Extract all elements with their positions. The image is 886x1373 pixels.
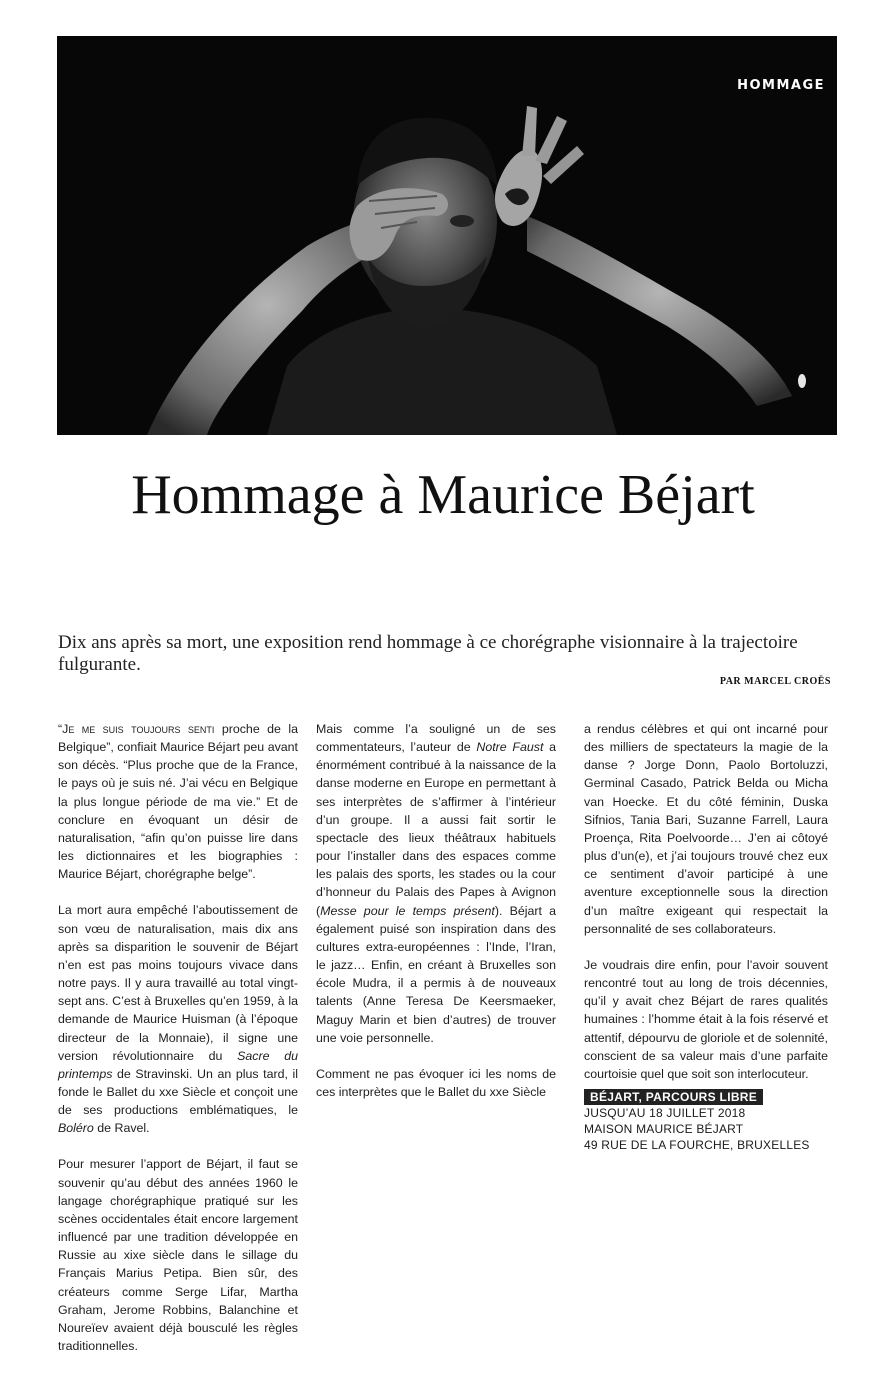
work-title: Notre Faust	[476, 740, 544, 755]
paragraph-text: proche de la Belgique”, confiait Maurice Béjart peu avant son décès. “Plus proche que de la France, le pays où je suis né. J’ai vécu en Belgique la plus longue période de ma vie.” Et de conclure en évoquant un désir de naturalisation, “afin qu’on puisse lire dans les dictionnaires et les biographies : Maurice Béjart, chorégraphe belge”.	[58, 722, 298, 882]
paragraph: Je voudrais dire enfin, pour l’avoir souvent rencontré tout au long de trois décennies, qu’il y avait chez Béjart de rares qualités humaines : l’homme était à la fois réservé et attentif, dépourvu de gloriole et de solennité, conscient de sa valeur mais d’une parfaite courtoisie quel que soit son interlocuteur.	[584, 957, 828, 1081]
portrait-illustration	[57, 36, 837, 435]
section-label: HOMMAGE	[737, 78, 825, 93]
article-title: Hommage à Maurice Béjart	[131, 464, 755, 526]
article-column-2	[316, 720, 556, 1119]
paragraph-text: Mais comme l’a souligné un de ses commentateurs, l’auteur de	[316, 722, 556, 755]
paragraph-text: a énormément contribué à la naissance de la danse moderne en Europe en permettant à ses interprètes de s’affirmer à l’intérieur d’un groupe. Il a aussi fait sortir le spectacle des lieux théâtraux habituels pour l’installer dans des espaces comme les palais des sports, les stades ou la cour d’honneur du Palais des Papes à Avignon (	[316, 740, 556, 918]
paragraph-text: de Stravinski. Un an plus tard, il fonde le Ballet du xxe Siècle et conçoit une de ses productions emblématiques, le	[58, 1066, 298, 1118]
paragraph	[58, 720, 298, 883]
article-column-1	[58, 720, 298, 1373]
work-title: Sacre du printemps	[58, 1048, 298, 1081]
exhibition-title: BÉJART, PARCOURS LIBRE	[584, 1089, 763, 1105]
paragraph: a rendus célèbres et qui ont incarné pour des milliers de spectateurs la magie de la danse ? Jorge Donn, Paolo Bortoluzzi, Germinal Casado, Patrick Belda ou Micha van Hoecke. Et du côté féminin, Duska Sifnios, Tania Bari, Suzanne Farrell, Laura Proença, Rita Poelvoorde… J’en ai côtoyé plus d’un(e), et j’ai toujours trouvé chez eux ce sentiment d’avoir participé à une aventure exceptionnelle sous la direction d’un maître exigeant qui respectait la personnalité de ses collaborateurs.	[584, 722, 828, 936]
paragraph	[58, 901, 298, 1137]
paragraph-text: de Ravel.	[93, 1121, 150, 1136]
exhibition-infobox	[584, 1089, 810, 1153]
article-standfirst: Dix ans après sa mort, une exposition rend hommage à ce chorégraphe visionnaire à la trajectoire fulgurante.	[58, 632, 798, 675]
byline: PAR MARCEL CROËS	[719, 676, 831, 687]
paragraph: Pour mesurer l’apport de Béjart, il faut se souvenir qu’au début des années 1960 le langage chorégraphique pratiqué sur les scènes occidentales était encore largement influencé par une tradition développée en Russie au xixe siècle dans le sillage du Français Marius Petipa. Bien sûr, des créateurs comme Serge Lifar, Martha Graham, Jerome Robbins, Balanchine et Noureïev avaient déjà bousculé les règles traditionnelles.	[58, 1157, 298, 1353]
lead-in: “Je me suis toujours senti	[58, 722, 215, 736]
exhibition-venue: MAISON MAURICE BÉJART	[584, 1122, 744, 1136]
hero-photo	[57, 36, 837, 435]
article-column-3	[584, 720, 828, 1101]
paragraph-text: La mort aura empêché l’aboutissement de son vœu de naturalisation, mais dix ans après sa disparition le souvenir de Béjart n’en est pas moins toujours vivace dans notre pays. Il y aura travaillé au total vingt-sept ans. C’est à Bruxelles qu’en 1959, à la demande de Maurice Huisman (à l’époque directeur de la Monnaie), il signe une version révolutionnaire du	[58, 903, 298, 1063]
exhibition-address: 49 RUE DE LA FOURCHE, BRUXELLES	[584, 1138, 810, 1152]
exhibition-dates: JUSQU’AU 18 JUILLET 2018	[584, 1106, 746, 1120]
paragraph-text: ). Béjart a également puisé son inspiration dans des cultures extra-européennes : l’Inde, l’Iran, le jazz… Enfin, en créant à Bruxelles son école Mudra, il a permis à de nouveaux talents (Anne Teresa De Keersmaeker, Maguy Marin et bien d’autres) de trouver une voie personnelle.	[316, 903, 556, 1045]
work-title: Messe pour le temps présent	[320, 903, 495, 918]
paragraph: Comment ne pas évoquer ici les noms de ces interprètes que le Ballet du xxe Siècle	[316, 1066, 556, 1099]
paragraph	[316, 720, 556, 1047]
work-title: Boléro	[58, 1121, 94, 1136]
